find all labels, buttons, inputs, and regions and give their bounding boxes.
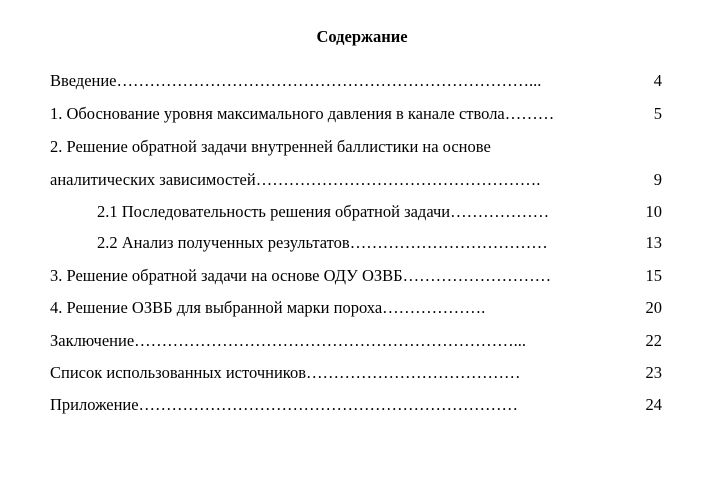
toc-page-3: 15 — [645, 266, 662, 285]
toc-entry-references: Список использованных источников………………………………… — [50, 363, 521, 382]
toc-page-1: 5 — [653, 104, 662, 123]
toc-entry-2-line2: аналитических зависимостей……………………………………………. — [50, 170, 541, 189]
toc-entry-3: 3. Решение обратной задачи на основе ОДУ ОЗВБ……………………… — [50, 266, 552, 285]
toc-entry-1: 1. Обоснование уровня максимального давления в канале ствола……… — [50, 104, 555, 123]
toc-page-2-1: 10 — [645, 202, 662, 221]
toc-entry-conclusion: Заключение……………………………………………………………... — [50, 331, 527, 350]
toc-entry-2-2: 2.2 Анализ полученных результатов……………………………… — [97, 233, 548, 252]
toc-entry-2-line1: 2. Решение обратной задачи внутренней баллистики на основе — [50, 137, 491, 156]
toc-entry-appendix: Приложение…………………………………………………………… — [50, 395, 519, 414]
toc-page-references: 23 — [645, 363, 662, 382]
toc-entry-2-1: 2.1 Последовательность решения обратной задачи……………… — [97, 202, 550, 221]
toc-page-2: 9 — [653, 170, 662, 189]
toc-page-appendix: 24 — [645, 395, 662, 414]
toc-page-2-2: 13 — [645, 233, 662, 252]
toc-entry-4: 4. Решение ОЗВБ для выбранной марки пороха………………. — [50, 298, 486, 317]
toc-page-4: 20 — [645, 298, 662, 317]
toc-page-intro: 4 — [653, 71, 662, 90]
toc-entry-intro: Введение…………………………………………………………………... — [50, 71, 542, 90]
toc-page-conclusion: 22 — [645, 331, 662, 350]
toc-title: Содержание — [316, 27, 408, 46]
